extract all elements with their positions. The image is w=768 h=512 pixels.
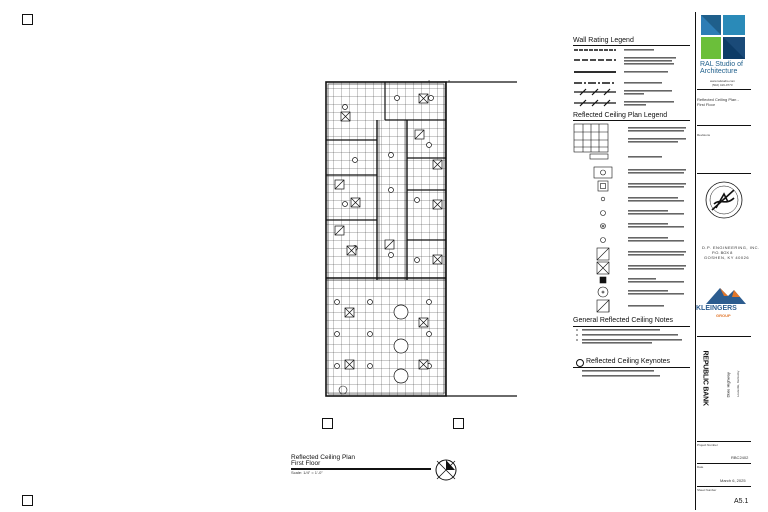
engineer-line1: D.P. ENGINEERING, INC.	[702, 245, 760, 250]
engineer-line2: P.O. BOX 8	[712, 250, 733, 255]
rcp-legend-items	[572, 122, 692, 314]
sheet-title-line1: Reflected Ceiling Plan -	[697, 97, 739, 102]
firm-website: www.ralstudio.com	[710, 79, 736, 83]
kleingers-name: KLEINGERS	[696, 305, 737, 312]
drawing-title-line1: Reflected Ceiling Plan	[291, 454, 355, 461]
sheet-number-label: Sheet Number	[697, 488, 717, 492]
keynote-symbol-icon	[576, 359, 584, 367]
drawing-title-block	[291, 455, 355, 467]
engineer-seal-icon	[704, 180, 744, 220]
republic-bank-logo	[697, 350, 711, 411]
drawing-title-line2: First Floor	[291, 460, 321, 467]
general-notes-rule	[573, 326, 690, 327]
firm-phone: (502) 419-0773	[712, 83, 733, 87]
title-block-rule-5	[697, 441, 751, 442]
client-address-line2: Louisville, Kentucky	[736, 370, 740, 397]
keynotes-rule	[573, 367, 690, 368]
wall-rating-legend-items	[572, 47, 692, 107]
firm-name-line2: Architecture	[700, 68, 738, 75]
north-arrow-icon	[434, 458, 458, 482]
engineer-line3: GOSHEN, KY 40026	[704, 255, 750, 260]
general-notes-title: General Reflected Ceiling Notes	[573, 317, 673, 324]
registration-mark-bottom-left	[22, 495, 33, 506]
rcp-legend-title: Reflected Ceiling Plan Legend	[573, 112, 668, 119]
kleingers-group: GROUP	[716, 313, 731, 318]
wall-rating-legend-rule	[573, 45, 690, 46]
sheet-title-line2: First Floor	[697, 102, 715, 107]
general-notes-text	[574, 328, 692, 348]
title-block-rule-1	[697, 89, 751, 90]
keynotes-text	[574, 369, 692, 381]
ral-studio-logo-icon	[701, 15, 745, 59]
date: March 6, 2025	[720, 478, 746, 483]
title-block-divider	[695, 12, 696, 510]
registration-mark-top-left	[22, 14, 33, 25]
kleingers-logo-icon	[706, 284, 746, 304]
bank-logo-text: REPUBLIC BANK	[701, 350, 709, 406]
project-number: RBC2402	[731, 455, 749, 460]
title-block-rule-7	[697, 486, 751, 487]
client-address-line1: Dixie Highway	[725, 372, 731, 398]
title-block-rule-3	[697, 173, 751, 174]
sheet-number: A5.1	[734, 498, 749, 505]
rcp-legend-rule	[573, 120, 690, 121]
keynotes-title: Reflected Ceiling Keynotes	[586, 358, 671, 365]
revisions-label: Revisions	[697, 133, 711, 137]
wall-rating-legend-title: Wall Rating Legend	[573, 37, 634, 44]
title-block-rule-6	[697, 463, 751, 464]
date-label: Date	[697, 465, 704, 469]
firm-name	[700, 61, 743, 75]
project-number-label: Project Number	[697, 443, 718, 447]
reflected-ceiling-floor-plan	[325, 80, 517, 398]
firm-name-line1: RAL Studio of	[700, 61, 743, 68]
registration-mark-plan-left	[322, 418, 333, 429]
drawing-scale: Scale: 1/4" = 1'-0"	[291, 470, 323, 475]
registration-mark-plan-right	[453, 418, 464, 429]
title-block-rule-4	[697, 336, 751, 337]
title-block-rule-2	[697, 125, 751, 126]
